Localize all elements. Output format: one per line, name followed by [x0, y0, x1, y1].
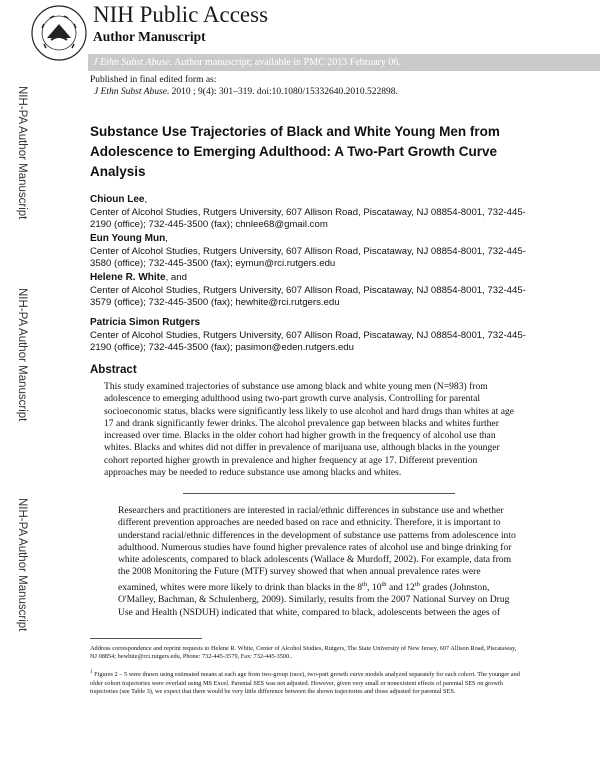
abstract-text: This study examined trajectories of substance use among black and white young men (N=983) from adolescence to emerging adulthood using two-part growth curve analysis. Controlling for parental socioeconomic status, blacks were significantly less likely to use alcohol and hard drugs than whites at age 17 and drank significantly fewer drinks. The alcohol prevalence gap between blacks and whites further increased over time. Blacks in the older cohort had higher growth in the frequency of alcohol use than whites. Blacks and whites did not differ in prevalence of marijuana use, although blacks in the younger cohort reported higher growth in prevalence and higher frequency at age 17. Different prevention approaches may be needed to reduce substance use among blacks and whites.: [104, 381, 515, 479]
nih-public-access-title: NIH Public Access: [93, 2, 269, 27]
section-divider: [183, 493, 455, 494]
author-block: [90, 272, 530, 310]
body-text: and 12: [386, 581, 415, 593]
citation-journal: J Ethn Subst Abuse: [94, 87, 167, 97]
footnote-text: Figures 2 – 5 were drawn using estimated means at each age from two-group (race), two-part growth curve models analyzed separately for each cohort. The younger and older cohort trajectories were overlaid using MS Excel. Parental SES was not adjusted. However, given very small or nonexistent effects of parental SES on growth trajectories (see Table 3), we expect that there would be very little difference between the shown trajectories and those adjusted for parental SES.: [90, 671, 520, 695]
availability-line: [93, 56, 401, 69]
article-title: Substance Use Trajectories of Black and White Young Men from Adolescence to Emerging Adulthood: A Two-Part Growth Curve Analysis: [90, 124, 500, 179]
sidebar-label: NIH-PA Author Manuscript: [16, 498, 28, 632]
superscript: th: [362, 580, 368, 588]
body-paragraph: [118, 505, 522, 619]
author-suffix: , and: [165, 272, 187, 283]
author-name: Eun Young Mun: [90, 233, 166, 244]
sidebar-label: NIH-PA Author Manuscript: [16, 288, 28, 422]
availability-text: . Author manuscript; available in PMC 2013 February 06.: [169, 57, 401, 68]
author-name: Patricia Simon Rutgers: [90, 317, 201, 328]
citation-line: [94, 86, 398, 98]
sidebar-label: NIH-PA Author Manuscript: [16, 86, 28, 220]
body-text: Researchers and practitioners are interested in racial/ethnic differences in substance use and whether different prevention approaches are needed based on race and ethnicity. Therefore, it is important to understand racial/ethnic differences in the development of substance use patterns from adolescence into adulthood. Numerous studies have found higher prevalence rates of alcohol use and binge drinking for white adolescents, compared to black adolescents (Wallace & Murdoff, 2002). For example, data from the 2008 Monitoring the Future (MTF) survey showed that when annual prevalence rates were examined, whites were more likely to drink than blacks in the 8: [118, 505, 516, 593]
author-affiliation: Center of Alcohol Studies, Rutgers University, 607 Allison Road, Piscataway, NJ 08854-8001, 732-445-2190 (office); 732-445-3500 (fax); chnlee68@gmail.com: [90, 206, 526, 231]
citation-details: . 2010 ; 9(4): 301–319. doi:10.1080/15332640.2010.522898.: [166, 87, 398, 97]
author-name: Helene R. White: [90, 272, 166, 283]
figure-footnote: [90, 669, 522, 696]
superscript: th: [414, 580, 420, 588]
abstract-heading: Abstract: [90, 364, 137, 376]
footnote-divider: [90, 638, 202, 639]
author-block: [90, 194, 530, 232]
author-affiliation: Center of Alcohol Studies, Rutgers University, 607 Allison Road, Piscataway, NJ 08854-8001, 732-445-2190 (office); 732-445-3500 (fax); pasimon@eden.rutgers.edu: [90, 329, 526, 354]
body-text: , 10: [367, 581, 382, 593]
author-suffix: ,: [144, 194, 148, 205]
author-affiliation: Center of Alcohol Studies, Rutgers University, 607 Allison Road, Piscataway, NJ 08854-8001, 732-445-3579 (office); 732-445-3500 (fax); hewhite@rci.rutgers.edu: [90, 284, 526, 309]
footnote-mark: 1: [90, 670, 93, 675]
author-name: Chioun Lee: [90, 194, 145, 205]
author-affiliation: Center of Alcohol Studies, Rutgers University, 607 Allison Road, Piscataway, NJ 08854-8001, 732-445-3580 (office); 732-445-3500 (fax); eymun@rci.rutgers.edu: [90, 245, 526, 270]
address-footnote: Address correspondence and reprint requests to Helene R. White, Center of Alcohol Studies, Rutgers, The State University of New Jersey, 607 Allison Road, Piscataway, NJ 08854; hewhite@rci.rutgers.edu, Phone: 732-445-3579, Fax: 732-445-3500..: [90, 645, 517, 661]
author-suffix: ,: [165, 233, 168, 244]
author-block: [90, 317, 530, 355]
author-block: [90, 233, 530, 271]
body-text: grades (Johnston, O'Malley, Bachman, & Schulenberg, 2009). Similarly, results from the 2007 National Survey on Drug Use and Health (NSDUH) indicated that white, compared to black, adolescents between the ages of: [118, 581, 510, 618]
journal-name: J Ethn Subst Abuse: [93, 57, 170, 68]
author-manuscript-label: Author Manuscript: [93, 29, 206, 44]
nih-logo-icon: [30, 4, 88, 62]
superscript: th: [381, 580, 387, 588]
published-label: Published in final edited form as:: [90, 75, 217, 85]
